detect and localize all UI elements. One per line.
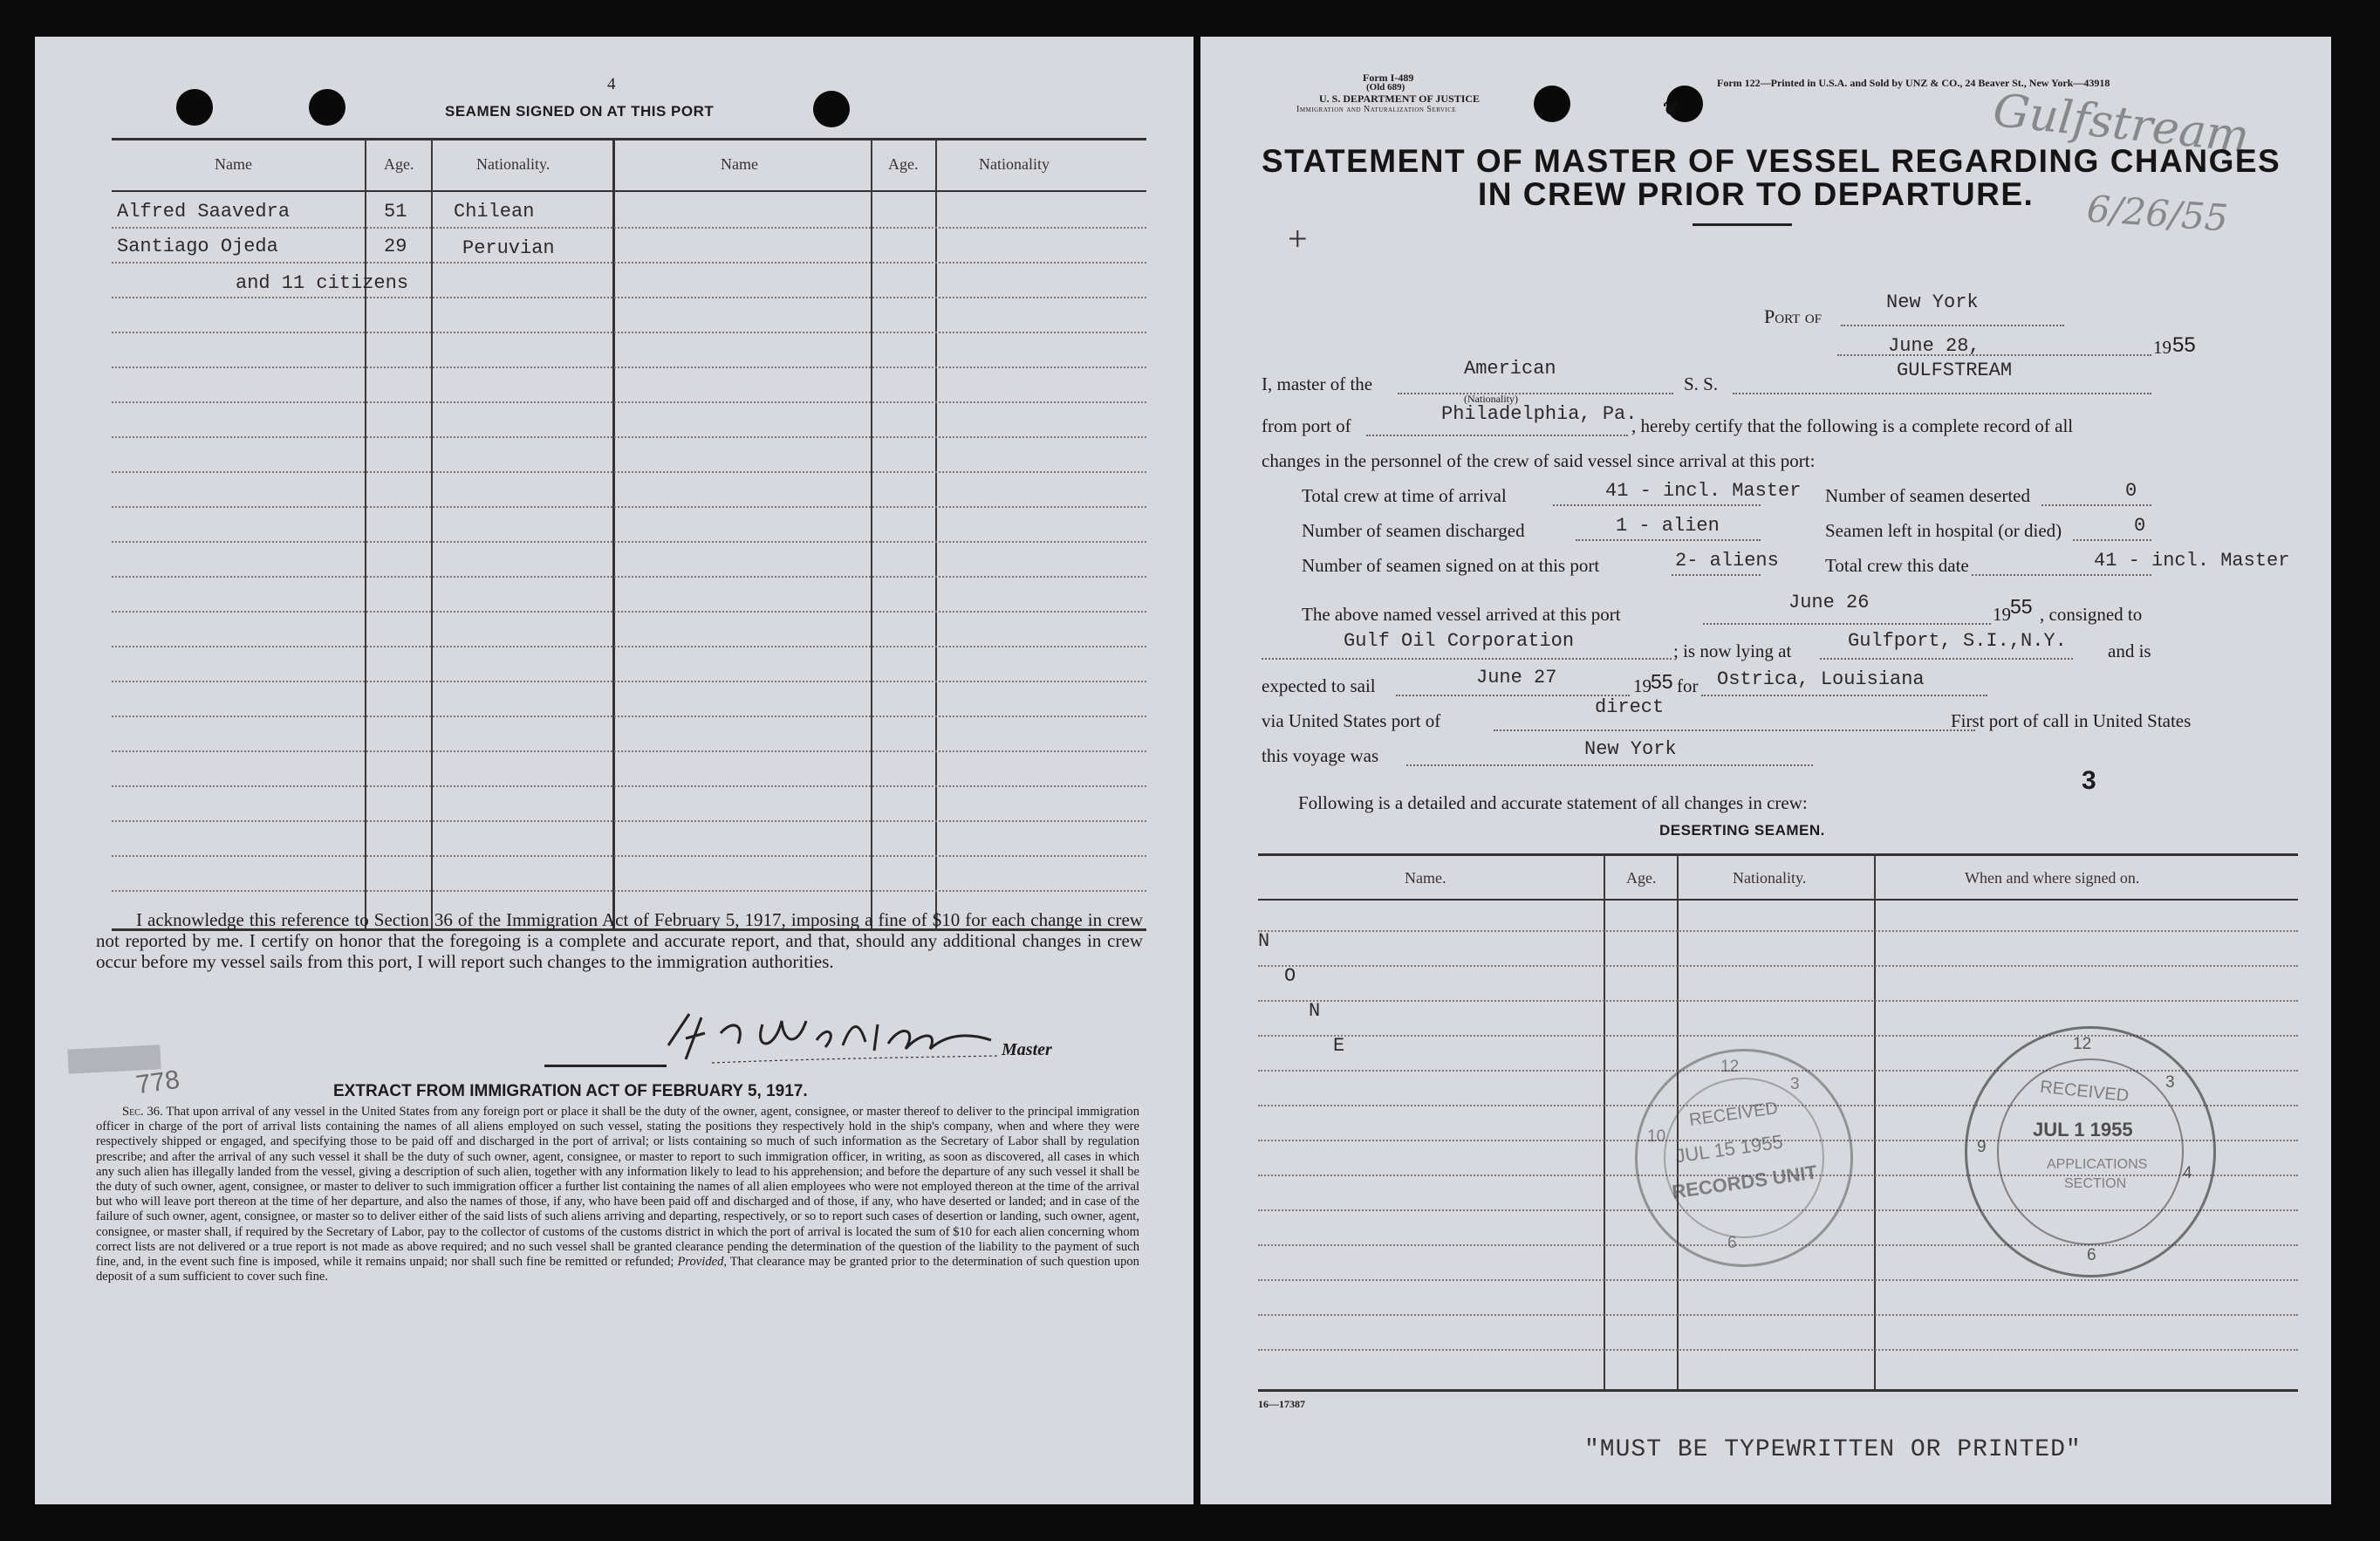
for-label: for xyxy=(1677,675,1699,696)
handwritten-vessel-name: Gulfstream xyxy=(1990,84,2252,164)
row-rule xyxy=(112,506,1146,508)
hospital-label: Seamen left in hospital (or died) xyxy=(1825,520,2062,541)
lying-fill xyxy=(1820,658,2073,660)
signed-on-fill xyxy=(1672,574,1761,576)
stamp-digit: 10 xyxy=(1647,1127,1666,1146)
row-rule xyxy=(112,681,1146,682)
voyage-value: New York xyxy=(1584,738,1677,760)
date-value: June 28, xyxy=(1888,335,1980,357)
col-divider xyxy=(1604,855,1605,1389)
row-rule xyxy=(1258,965,2298,967)
col-header-age: Age. xyxy=(1626,869,1657,887)
acknowledgement-text: I acknowledge this reference to Section 36 of the Immigration Act of February 5, 1917, imposing a fine of $10 for each change in crew not reported by me. I certify on honor that the foregoing is a complete and accurate report, and that, should any additional changes in crew occur before my vessel sails from this port, I will report such changes to the immigration authorities. xyxy=(96,909,1143,972)
form-old-number: (Old 689) xyxy=(1366,82,1405,92)
table-header-rule xyxy=(112,190,1146,192)
expected-label: expected to sail xyxy=(1262,675,1376,696)
year-prefix: 19 xyxy=(1633,675,1652,696)
stamp-digit: 12 xyxy=(1720,1058,1740,1076)
total-crew-date-label: Total crew this date xyxy=(1825,555,1969,576)
right-page xyxy=(1200,37,2331,1504)
none-letter: N xyxy=(1258,930,1270,952)
via-value: direct xyxy=(1595,696,1665,718)
lying-label: ; is now lying at xyxy=(1673,640,1792,661)
row-rule xyxy=(112,541,1146,543)
stamp-digit: 3 xyxy=(1790,1075,1800,1093)
row-rule xyxy=(112,890,1146,892)
form-number-line: Form I-489 xyxy=(1363,72,1414,84)
stamp-applications: APPLICATIONS xyxy=(2047,1157,2148,1172)
col-header-name: Name. xyxy=(1405,869,1446,887)
row-rule xyxy=(112,471,1146,473)
row-rule xyxy=(112,820,1146,822)
row-rule xyxy=(112,297,1146,298)
consignee-value: Gulf Oil Corporation xyxy=(1344,630,1575,652)
from-port-fill xyxy=(1366,435,1628,436)
row-rule xyxy=(112,262,1146,264)
year-prefix: 19 xyxy=(2153,337,2171,358)
seaman-nationality: Chilean xyxy=(454,201,535,223)
handwritten-date: 6/26/55 xyxy=(2085,187,2230,240)
col-header-name: Name xyxy=(721,155,758,173)
stamp-digit: 9 xyxy=(1977,1138,1987,1156)
vessel-fill xyxy=(1733,393,2151,394)
row-rule xyxy=(112,785,1146,787)
arrived-fill xyxy=(1703,623,1991,625)
row-rule xyxy=(112,401,1146,403)
page-mark: 3 xyxy=(2082,766,2096,795)
col-header-nationality: Nationality xyxy=(979,155,1050,173)
ss-label: S. S. xyxy=(1684,373,1719,394)
col-header-signed-on: When and where signed on. xyxy=(1965,869,2140,887)
destination-value: Ostrica, Louisiana xyxy=(1717,668,1925,690)
row-rule xyxy=(112,576,1146,578)
voyage-label: this voyage was xyxy=(1262,745,1379,766)
col-header-nationality: Nationality. xyxy=(1733,869,1807,887)
expected-value: June 27 xyxy=(1476,667,1557,688)
row-rule xyxy=(112,750,1146,752)
ink-mark: ❦ xyxy=(1663,98,1679,120)
expected-year: 55 xyxy=(1651,670,1673,693)
row-rule xyxy=(1258,1349,2298,1351)
signed-on-value: 2- aliens xyxy=(1675,550,1779,572)
stamp-received: RECEIVED xyxy=(2039,1077,2130,1106)
row-rule xyxy=(1258,1000,2298,1002)
check-mark: + xyxy=(1288,219,1308,258)
arrived-label: The above named vessel arrived at this port xyxy=(1302,604,1621,625)
year-prefix: 19 xyxy=(1993,604,2011,625)
col-divider xyxy=(935,140,937,928)
vessel-name: GULFSTREAM xyxy=(1897,360,2013,381)
total-crew-date-value: 41 - incl. Master xyxy=(2094,550,2290,572)
row-rule xyxy=(1258,1035,2298,1037)
via-label: via United States port of xyxy=(1262,710,1441,731)
col-header-age: Age. xyxy=(384,155,414,173)
row-rule xyxy=(112,646,1146,647)
total-crew-arrival-fill xyxy=(1553,504,1761,506)
row-rule xyxy=(112,855,1146,857)
signature-text xyxy=(35,37,38,38)
nationality-fill xyxy=(1398,393,1673,394)
col-divider xyxy=(871,140,872,928)
punch-hole xyxy=(176,89,213,126)
certify-text: , hereby certify that the following is a complete record of all xyxy=(1631,415,2074,436)
nationality-value: American xyxy=(1464,358,1556,380)
hospital-fill xyxy=(2073,539,2151,541)
port-value: New York xyxy=(1886,291,1979,313)
row-rule xyxy=(112,332,1146,333)
none-letter: O xyxy=(1284,965,1296,987)
punch-hole xyxy=(1534,86,1570,122)
col-header-nationality: Nationality. xyxy=(476,155,551,173)
stamp-digit: 4 xyxy=(2183,1164,2192,1182)
citizens-note: and 11 citizens xyxy=(236,272,409,294)
stamp-section: SECTION xyxy=(2064,1176,2127,1191)
stamp-date: JUL 15 1955 xyxy=(1673,1130,1785,1168)
typewritten-notice: "MUST BE TYPEWRITTEN OR PRINTED" xyxy=(1584,1436,2082,1463)
stamp-digit: 3 xyxy=(2165,1073,2175,1092)
row-rule xyxy=(1258,930,2298,932)
deserted-label: Number of seamen deserted xyxy=(1825,485,2030,506)
table-header-rule xyxy=(1258,899,2298,901)
stamp-digit: 6 xyxy=(1727,1234,1737,1252)
date-fill xyxy=(1837,354,2151,356)
stamp-digit: 12 xyxy=(2073,1035,2092,1053)
and-is-label: and is xyxy=(2108,640,2151,661)
seaman-name: Santiago Ojeda xyxy=(117,236,278,257)
punch-hole xyxy=(813,91,850,127)
row-rule xyxy=(112,716,1146,717)
deserted-fill xyxy=(2041,504,2151,506)
from-port-label: from port of xyxy=(1262,415,1351,436)
row-rule xyxy=(112,227,1146,229)
arrived-value: June 26 xyxy=(1788,592,1870,613)
first-port-label: First port of call in United States xyxy=(1951,710,2192,731)
master-label: I, master of the xyxy=(1262,373,1373,394)
lying-value: Gulfport, S.I.,N.Y. xyxy=(1848,630,2067,652)
extract-text: Sec. 36. That upon arrival of any vessel in the United States from any foreign port or place it shall be the duty of the owner, agent, consignee, or master thereof to deliver to the principal immigration officer in charge of the port of arrival lists containing the names of all aliens employed on such vessel, stating the positions they respectively hold in the ship's company, when and where they were respectively shipped or engaged, and specifying those to be paid off and discharged in the port of arrival; or lists containing so much of such information as the Secretary of Labor shall by regulation prescribe; and after the arrival of any such vessel it shall be the duty of such owner, agent, consignee, or master to report to such immigration officer, in writing, as soon as discovered, all cases in which any such alien has illegally landed from the vessel, giving a description of such alien, together with any information likely to lead to his apprehension; and before the departure of any such vessel it shall be the duty of such owner, agent, consignee, or master to deliver to such immigration officer a further list containing the names of all alien employees who were not employed thereon at the time of the arrival but who will leave port thereon at the time of her departure, and also the names of those, if any, who have been paid off and discharged and of those, if any, who have deserted or landed; and in case of the failure of such owner, agent, consignee, or master so to deliver either of the said lists of such aliens arriving and departing, respectively, or so to report such cases of desertion or landing, such owner, agent, consignee, or master shall, if required by the Secretary of Labor, pay to the collector of customs of the customs district in which the port of arrival is located the sum of $10 for each alien concerning whom correct lists are not delivered or a true report is not made as above required; and no such vessel shall be granted clearance pending the determination of the question of the liability to the payment of such fine, and, in the event such fine is imposed, while it remains unpaid; nor shall such fine be remitted or refunded; Provided, That clearance may be granted prior to the determination of such question upon deposit of a sum sufficient to cover such fine. xyxy=(96,1105,1139,1284)
total-crew-date-fill xyxy=(1972,574,2151,576)
arrived-year: 55 xyxy=(2010,595,2033,618)
signature-role: Master xyxy=(1002,1040,1052,1059)
applications-stamp xyxy=(1965,1026,2216,1277)
seaman-age: 29 xyxy=(384,236,407,257)
col-divider xyxy=(431,140,433,928)
discharged-value: 1 - alien xyxy=(1616,515,1720,537)
following-text: Following is a detailed and accurate statement of all changes in crew: xyxy=(1298,792,1808,813)
year-value: 55 xyxy=(2172,333,2196,357)
table-top-rule xyxy=(1258,853,2298,856)
col-divider xyxy=(365,140,366,928)
seaman-age: 51 xyxy=(384,201,407,223)
discharged-label: Number of seamen discharged xyxy=(1302,520,1525,541)
form-title-line2: IN CREW PRIOR TO DEPARTURE. xyxy=(1478,176,2035,212)
row-rule xyxy=(112,436,1146,438)
margin-note: 778 xyxy=(133,1065,182,1100)
row-rule xyxy=(1258,1279,2298,1281)
row-rule xyxy=(112,366,1146,368)
deserted-value: 0 xyxy=(2125,480,2137,502)
extract-title: EXTRACT FROM IMMIGRATION ACT OF FEBRUARY 5, 1917. xyxy=(333,1082,808,1100)
stamp-unit: RECORDS UNIT xyxy=(1671,1161,1819,1203)
nationality-caption: (Nationality) xyxy=(1464,393,1518,405)
total-crew-arrival-value: 41 - incl. Master xyxy=(1605,480,1802,502)
col-header-name: Name xyxy=(215,155,252,173)
seaman-name: Alfred Saavedra xyxy=(117,201,291,223)
total-crew-arrival-label: Total crew at time of arrival xyxy=(1302,485,1507,506)
destination-fill xyxy=(1701,695,1987,696)
stamp-received: RECEIVED xyxy=(1687,1098,1780,1131)
punch-hole xyxy=(309,89,345,126)
table-bottom-rule xyxy=(1258,1389,2298,1392)
changes-text: changes in the personnel of the crew of said vessel since arrival at this port: xyxy=(1262,450,1816,471)
voyage-fill xyxy=(1406,764,1813,766)
hospital-value: 0 xyxy=(2134,515,2146,537)
discharged-fill xyxy=(1576,539,1761,541)
stamp-digit: 6 xyxy=(2087,1246,2096,1264)
port-label: Port of xyxy=(1764,305,1823,327)
form-title: STATEMENT OF MASTER OF VESSEL REGARDING CHANGES xyxy=(1262,143,2281,179)
signature-rule xyxy=(544,1065,667,1067)
col-divider xyxy=(612,140,615,928)
master-signature xyxy=(660,998,1035,1072)
col-header-age: Age. xyxy=(888,155,919,173)
none-letter: E xyxy=(1333,1035,1345,1057)
row-rule xyxy=(1258,1314,2298,1316)
title-rule xyxy=(1693,223,1792,226)
deserting-heading: DESERTING SEAMEN. xyxy=(1659,822,1825,839)
service-name: Immigration and Naturalization Service xyxy=(1296,105,1457,114)
form-number: 16—17387 xyxy=(1258,1398,1305,1410)
col-divider xyxy=(1874,855,1876,1389)
consigned-label: , consigned to xyxy=(2040,604,2143,625)
printer-line: Form 122—Printed in U.S.A. and Sold by UNZ & CO., 24 Beaver St., New York—43918 xyxy=(1717,77,2110,89)
signed-on-label: Number of seamen signed on at this port xyxy=(1302,555,1600,576)
table-top-rule xyxy=(112,138,1146,140)
left-page xyxy=(35,37,1193,1504)
from-port-value: Philadelphia, Pa. xyxy=(1441,403,1638,425)
none-letter: N xyxy=(1309,1000,1321,1022)
seaman-nationality: Peruvian xyxy=(462,237,555,259)
stamp-date: JUL 1 1955 xyxy=(2033,1119,2133,1140)
via-fill xyxy=(1494,729,1975,731)
page-number: 4 xyxy=(607,75,616,93)
department-name: U. S. DEPARTMENT OF JUSTICE xyxy=(1319,92,1481,105)
port-fill xyxy=(1841,325,2064,326)
section-heading: SEAMEN SIGNED ON AT THIS PORT xyxy=(445,103,715,120)
consignee-fill xyxy=(1262,658,1672,660)
row-rule xyxy=(112,611,1146,613)
